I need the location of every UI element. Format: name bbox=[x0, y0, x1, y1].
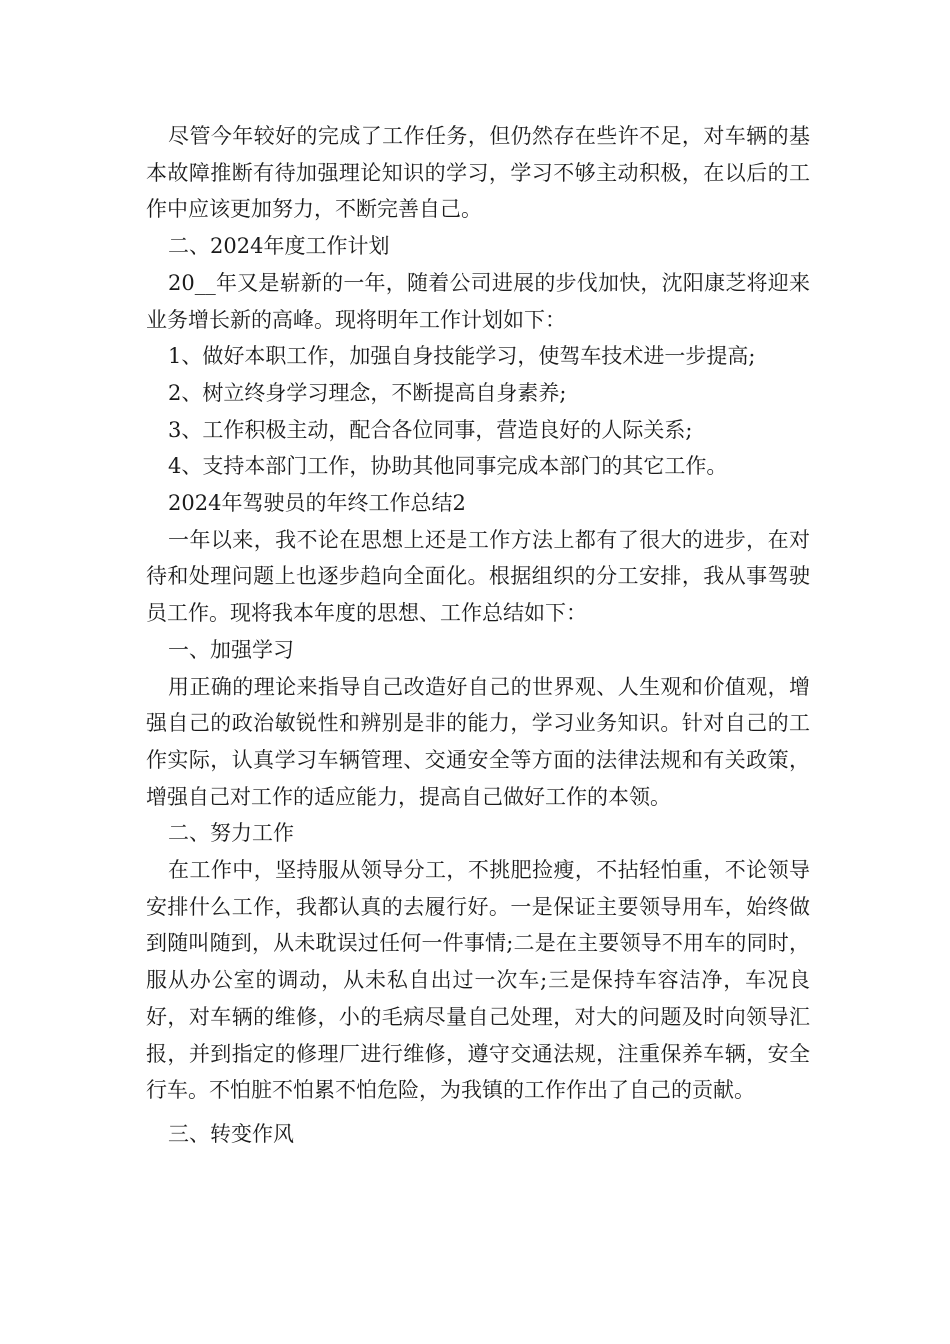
list-item-plan-3: 3、工作积极主动，配合各位同事，营造良好的人际关系; bbox=[168, 417, 693, 442]
paragraph-shortcomings: 尽管今年较好的完成了工作任务，但仍然存在些许不足，对车辆的基本故障推断有待加强理论知识的学习，学习不够主动积极，在以后的工作中应该更加努力，不断完善自己。 bbox=[146, 124, 810, 222]
paragraph-study: 用正确的理论来指导自己改造好自己的世界观、人生观和价值观，增强自己的政治敏锐性和辨别是非的能力，学习业务知识。针对自己的工作实际，认真学习车辆管理、交通安全等方面的法律法规和有关政策，增强自己对工作的适应能力，提高自己做好工作的本领。 bbox=[146, 674, 810, 809]
heading-summary-2: 2024年驾驶员的年终工作总结2 bbox=[168, 491, 466, 516]
paragraph-work: 在工作中，坚持服从领导分工，不挑肥捡瘦，不拈轻怕重，不论领导安排什么工作，我都认真的去履行好。一是保证主要领导用车，始终做到随叫随到，从未耽误过任何一件事情;二是在主要领导不用车的同时，服从办公室的调动，从未私自出过一次车;三是保持车容洁净，车况良好，对车辆的维修，小的毛病尽量自己处理，对大的问题及时向领导汇报，并到指定的修理厂进行维修，遵守交通法规，注重保养车辆，安全行车。不怕脏不怕累不怕危险，为我镇的工作作出了自己的贡献。 bbox=[146, 858, 810, 1103]
heading-work-hard: 二、努力工作 bbox=[168, 821, 295, 846]
list-item-plan-4: 4、支持本部门工作，协助其他同事完成本部门的其它工作。 bbox=[168, 454, 728, 479]
list-item-plan-2: 2、树立终身学习理念，不断提高自身素养; bbox=[168, 380, 567, 405]
document-body bbox=[146, 118, 810, 1153]
paragraph-plan-intro: 20__年又是崭新的一年，随着公司进展的步伐加快，沈阳康芝将迎来业务增长新的高峰。现将明年工作计划如下： bbox=[146, 270, 810, 332]
heading-work-plan: 二、2024年度工作计划 bbox=[168, 234, 390, 259]
paragraph-year-intro: 一年以来，我不论在思想上还是工作方法上都有了很大的进步，在对待和处理问题上也逐步趋向全面化。根据组织的分工安排，我从事驾驶员工作。现将我本年度的思想、工作总结如下： bbox=[146, 527, 810, 626]
heading-change-style: 三、转变作风 bbox=[168, 1121, 295, 1146]
list-item-plan-1: 1、做好本职工作，加强自身技能学习，使驾车技术进一步提高; bbox=[168, 344, 756, 369]
heading-strengthen-study: 一、加强学习 bbox=[168, 637, 295, 662]
